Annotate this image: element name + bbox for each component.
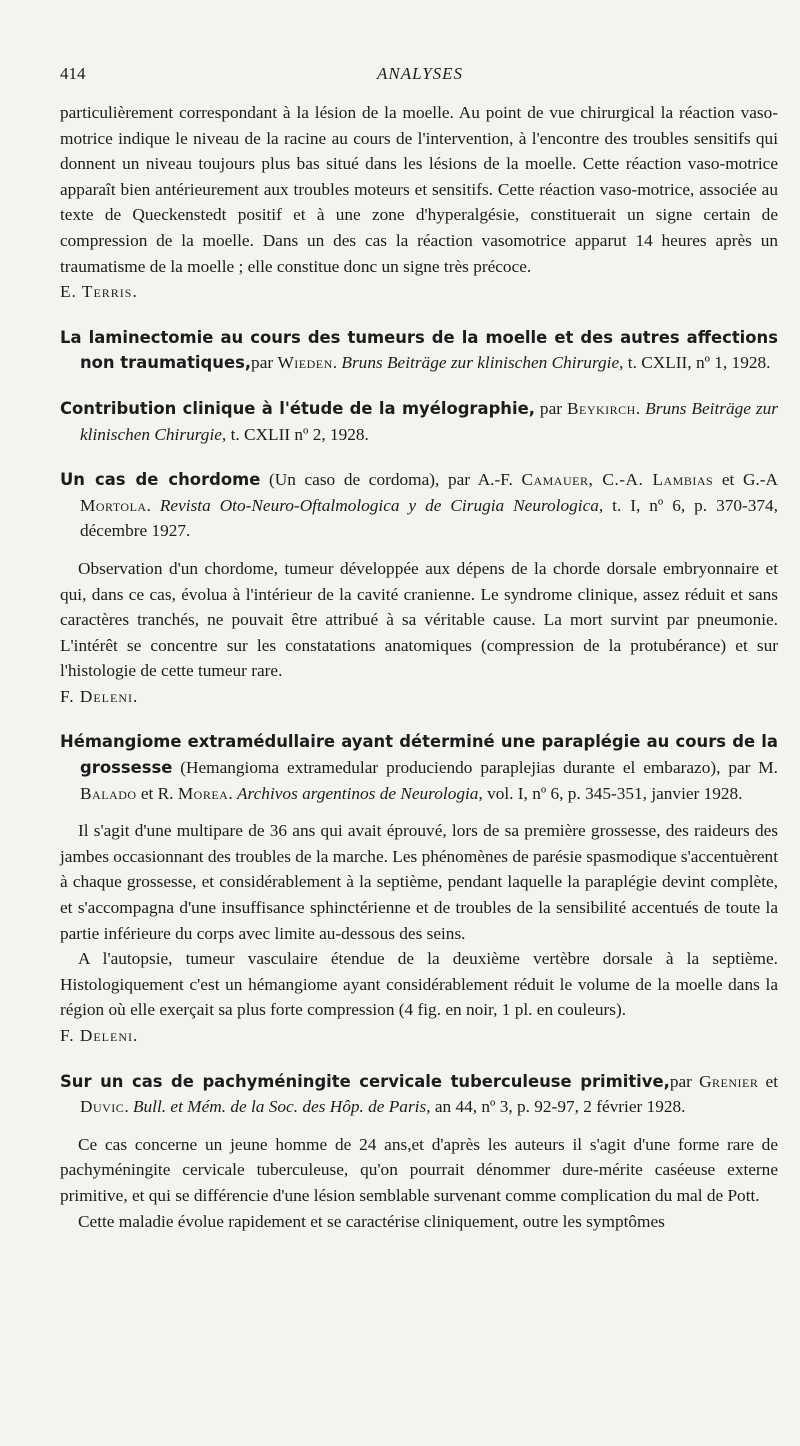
entry-author-prefix: par [534,398,567,418]
entry-authors: Grenier [699,1071,759,1091]
entry-title-line [60,1069,778,1120]
entry-author: Wieden [277,353,333,373]
entry-laminectomie [60,325,778,376]
entry-desc2: et R. [136,783,178,803]
intro-paragraph: particulièrement correspondant à la lésion de la moelle. Au point de vue chirurgical la réaction vaso-motrice indique le niveau de la racine au cours de l'intervention, à l'encontre des troubles sensitifs qui donnent un niveau toujours plus bas situé dans les lésions de la moelle. Cette réaction vaso-motrice apparaît bien antérieurement aux troubles moteurs et sensitifs. Cette réaction vaso-motrice, associée au texte de Queckenstedt positif et à une zone d'hyperalgésie, constituerait un signe certain de compression de la moelle. Dans un des cas la réaction vasomotrice apparut 14 heures après un traumatisme de la moelle ; elle constitue donc un signe très précoce. [60,103,778,276]
entry-paragraph: A l'autopsie, tumeur vasculaire étendue de la deuxième vertèbre dorsale à la septième. Histologiquement c'est un hémangiome ayant considérablement réduit le volume de la moelle dans la région où elle exerçait sa plus forte compression (4 fig. en noir, 1 pl. en couleurs). [60,949,778,1020]
entry-source: Bruns Beiträge zur klinischen Chirurgie [80,398,779,444]
entry-title: Sur un cas de pachyméningite cervicale tuberculeuse primitive, [60,1071,670,1091]
entry-source: Archivos argentinos de Neurologia [237,783,479,803]
entry-desc2: et G.-A [713,470,778,490]
entry-title: Contribution clinique à l'étude de la myélographie, [60,398,535,418]
entry-paragraph: Ce cas concerne un jeune homme de 24 ans,et d'après les auteurs il s'agit d'une forme rare de pachyméningite cervicale tuberculeuse, qu'on pourrait dénommer dure-mérite caséeuse externe primitive, et qui se différencie d'une lésion semblable survenant comme complication du mal de Pott. [60,1134,778,1205]
entry-authors: Camauer, C.-A. Lambias [521,470,714,490]
entry-desc: par [669,1071,700,1091]
entry-desc3: . [228,783,237,803]
entry-title: La laminectomie au cours des tumeurs de la moelle et des autres affections non traumatiques, [60,327,778,373]
intro-signature: E. Terris. [60,282,138,302]
entry-paragraph: Observation d'un chordome, tumeur développée aux dépens de la chorde dorsale embryonnaire et qui, dans ce cas, évolua à l'intérieur de la cavité cranienne. Le syndrome clinique, assez réduit et sans caractères tranchés, ne pouvait être attribué à sa véritable cause. La mort survint par pneumonie. L'intérêt se concentre sur les constatations anatomiques (compression de la protubérance) et sur l'histologie de cette tumeur rare. [60,558,778,681]
entry-signature: F. Deleni. [60,1026,139,1045]
page-header [60,64,780,88]
entry-desc: (Hemangioma extramedular produciendo paraplejias durante el embarazo), par M. [172,758,778,778]
entry-hemangiome [60,729,778,1048]
entry-ref: , t. CXLII, nº 1, 1928. [619,353,771,373]
running-title: ANALYSES [376,64,464,83]
entry-source: Bruns Beiträge zur klinischen Chirurgie [341,353,620,373]
entry-signature: F. Deleni. [60,686,139,706]
entry-ref: , t. CXLII nº 2, 1928. [221,424,369,444]
entry-authors: Balado [80,783,137,803]
entry-source: Bull. et Mém. de la Soc. des Hôp. de Paris [132,1097,427,1117]
entry-authors2: Mortola [80,495,147,515]
entry-desc3: . [146,495,160,515]
entry-ref: , an 44, nº 3, p. 92-97, 2 février 1928. [426,1097,686,1117]
entry-title: Hémangiome extramédullaire ayant déterminé une paraplégie au cours de la grossesse [60,732,778,778]
page-number: 414 [60,64,86,83]
entry-author-prefix: par [251,353,278,373]
entry-desc2: et [758,1071,779,1091]
entry-chordome [60,467,778,709]
entry-pachymeningite [60,1069,778,1235]
entry-desc3: . [124,1097,133,1117]
entry-myelographie [60,396,778,447]
entry-title: Un cas de chordome [60,470,261,490]
entry-paragraph: Cette maladie évolue rapidement et se caractérise cliniquement, outre les symptômes [78,1211,665,1231]
entry-author: Beykirch [566,398,636,418]
page-body [60,100,778,1234]
entry-paragraph: Il s'agit d'une multipare de 36 ans qui avait éprouvé, lors de sa première grossesse, des raideurs des jambes occasionnant des troubles de la marche. Les phénomènes de parésie spasmodique s'accentuèrent à chaque grossesse, et considérablement à la septième, pendant laquelle la paraplégie devint complète, et s'accompagna d'une insuffisance sphinctérienne et de troubles de la sensibilité accentués de toute la partie inférieure du corps avec limite au-dessous des seins. [60,821,778,943]
entry-authors2: Duvic [80,1097,125,1117]
entry-title-line [60,729,778,806]
entry-title-line [60,467,778,544]
entry-desc: (Un caso de cordoma), par A.-F. [260,470,522,490]
entry-source: Revista Oto-Neuro-Oftalmologica y de Cirugia Neurologica [159,495,599,515]
entry-title-line: Contribution clinique à l'étude de la myélographie, par Beykirch. Bruns Beiträge zur klinischen Chirurgie, t. CXLII nº 2, 1928. [60,398,779,444]
entry-ref: , t. I, nº 6, p. 370-374, décembre 1927. [80,495,778,541]
entry-title-line: La laminectomie au cours des tumeurs de la moelle et des autres affections non traumatiques,par Wieden. Bruns Beiträge zur klinischen Chirurgie, t. CXLII, nº 1, 1928. [60,327,778,373]
entry-ref: , vol. I, nº 6, p. 345-351, janvier 1928. [478,783,743,803]
entry-authors2: Morea [177,783,229,803]
